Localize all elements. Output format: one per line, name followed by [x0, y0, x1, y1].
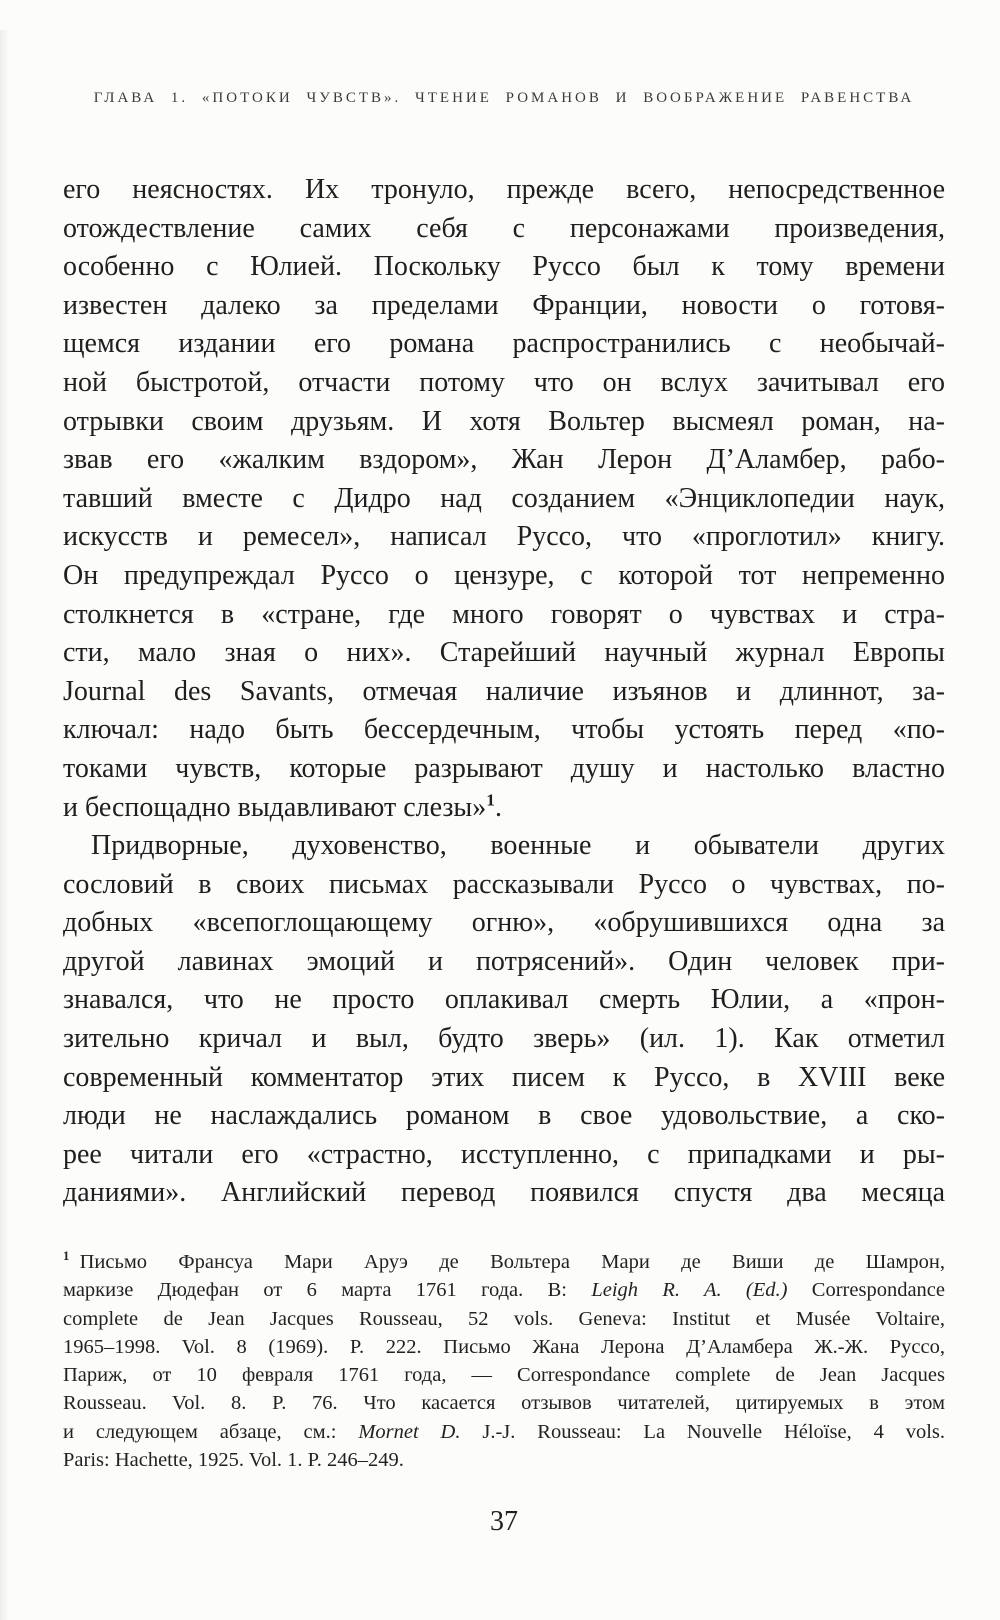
text-segment: Leigh R. A. (Ed.)	[591, 1279, 788, 1302]
text-segment: люди не наслаждались романом в свое удовольствие, а ско-	[63, 1100, 945, 1132]
text-segment: Paris: Hachette, 1925. Vol. 1. P. 246–249.	[63, 1449, 404, 1472]
text-segment: Придворные, духовенство, военные и обыватели других	[91, 830, 945, 862]
text-segment: добных «всепоглощающему огню», «обрушившихся одна за	[63, 907, 945, 939]
text-segment: особенно с Юлией. Поскольку Руссо был к тому времени	[63, 251, 945, 283]
text-segment: маркизе Дюдефан от 6 марта 1761 года. В:	[63, 1279, 592, 1302]
text-segment: Он предупреждал Руссо о цензуре, с которой тот непременно	[63, 559, 945, 591]
running-header: ГЛАВА 1. «ПОТОКИ ЧУВСТВ». ЧТЕНИЕ РОМАНОВ И ВООБРАЖЕНИЕ РАВЕНСТВА	[93, 90, 915, 106]
text-segment: токами чувств, которые разрывают душу и настолько властно	[63, 752, 945, 784]
text-line	[63, 981, 945, 1020]
text-line	[63, 1174, 945, 1213]
text-line	[63, 711, 945, 750]
text-line	[63, 1097, 945, 1136]
text-line	[63, 287, 945, 326]
text-line	[63, 866, 945, 905]
text-segment: ключал: надо быть бессердечным, чтобы устоять перед «по-	[63, 714, 945, 746]
text-line	[63, 750, 945, 789]
text-line	[63, 827, 945, 866]
text-line	[63, 403, 945, 442]
text-segment: современный комментатор этих писем к Руссо, в XVIII веке	[63, 1061, 945, 1093]
text-segment: звав его «жалким вздором», Жан Лерон Д’Аламбер, рабо-	[63, 444, 945, 476]
text-line	[63, 480, 945, 519]
text-line	[63, 557, 945, 596]
text-segment: complete de Jean Jacques Rousseau, 52 vols. Geneva: Institut et Musée Voltaire,	[63, 1307, 945, 1330]
text-segment: Rousseau. Vol. 8. P. 76. Что касается отзывов читателей, цитируемых в этом	[63, 1392, 945, 1415]
text-segment: Correspondance	[787, 1279, 945, 1302]
text-segment: отождествление самих себя с персонажами произведения,	[63, 212, 945, 244]
text-segment: и следующем абзаце, см.:	[63, 1420, 359, 1443]
footnote-marker: 1	[63, 1249, 70, 1264]
text-segment: сословий в своих письмах рассказывали Руссо о чувствах, по-	[63, 868, 945, 900]
paragraph	[63, 827, 945, 1213]
text-line	[63, 789, 945, 828]
text-line	[63, 634, 945, 673]
text-segment: столкнется в «стране, где много говорят о чувствах и стра-	[63, 598, 945, 630]
text-line	[63, 1059, 945, 1098]
text-line	[63, 325, 945, 364]
text-segment: 1965–1998. Vol. 8 (1969). P. 222. Письмо Жана Лерона Д’Аламбера Ж.-Ж. Руссо,	[63, 1335, 945, 1358]
text-segment: Journal des Savants, отмечая наличие изъянов и длиннот, за-	[63, 675, 945, 707]
text-line	[63, 1333, 945, 1361]
text-segment: рее читали его «страстно, исступленно, с припадками и ры-	[63, 1138, 945, 1170]
page-number: 37	[490, 1506, 518, 1537]
text-segment: .	[494, 791, 502, 823]
paragraph	[63, 171, 945, 827]
text-segment: отрывки своим друзьям. И хотя Вольтер высмеял роман, на-	[63, 405, 945, 437]
text-line	[63, 1446, 945, 1474]
text-segment: Mornet D.	[358, 1420, 461, 1443]
text-line	[63, 596, 945, 635]
text-segment: Письмо Франсуа Мари Аруэ де Вольтера Мари де Виши де Шамрон,	[69, 1251, 945, 1273]
text-segment: даниями». Английский перевод появился спустя два месяца	[63, 1177, 945, 1209]
text-line	[63, 441, 945, 480]
text-line	[63, 1248, 945, 1276]
text-line	[63, 1305, 945, 1333]
text-segment: щемся издании его романа распространились с необычай-	[63, 328, 945, 360]
body-text	[63, 171, 945, 1213]
text-segment: J.-J. Rousseau: La Nouvelle Héloïse, 4 vols.	[460, 1420, 945, 1443]
text-segment: знавался, что не просто оплакивал смерть Юлии, а «прон-	[63, 984, 945, 1016]
text-line	[63, 1361, 945, 1389]
text-segment: тавший вместе с Дидро над созданием «Энциклопедии наук,	[63, 482, 945, 514]
text-segment: ной быстротой, отчасти потому что он вслух зачитывал его	[63, 366, 945, 398]
text-segment: другой лавинах эмоций и потрясений». Один человек при-	[63, 945, 945, 977]
text-line	[63, 1418, 945, 1446]
footnotes	[63, 1248, 945, 1474]
text-line	[63, 904, 945, 943]
text-line	[63, 1020, 945, 1059]
text-segment: сти, мало зная о них». Старейший научный журнал Европы	[63, 637, 945, 669]
footnote-marker: 1	[486, 790, 495, 810]
text-line	[63, 518, 945, 557]
text-line	[63, 364, 945, 403]
text-segment: Париж, от 10 февраля 1761 года, — Correspondance complete de Jean Jacques	[63, 1364, 945, 1387]
text-line	[63, 210, 945, 249]
text-line	[63, 673, 945, 712]
text-segment: и беспощадно выдавливают слезы»	[63, 791, 487, 823]
text-line	[63, 1136, 945, 1175]
text-segment: его неясностях. Их тронуло, прежде всего, непосредственное	[63, 174, 945, 205]
text-line	[63, 943, 945, 982]
text-line	[63, 1276, 945, 1304]
text-segment: известен далеко за пределами Франции, новости о готовя-	[63, 289, 945, 321]
text-segment: зительно кричал и выл, будто зверь» (ил. 1). Как отметил	[63, 1023, 945, 1055]
text-line	[63, 248, 945, 287]
text-line	[63, 171, 945, 210]
text-line	[63, 1389, 945, 1417]
text-segment: искусств и ремесел», написал Руссо, что «проглотил» книгу.	[63, 521, 945, 553]
